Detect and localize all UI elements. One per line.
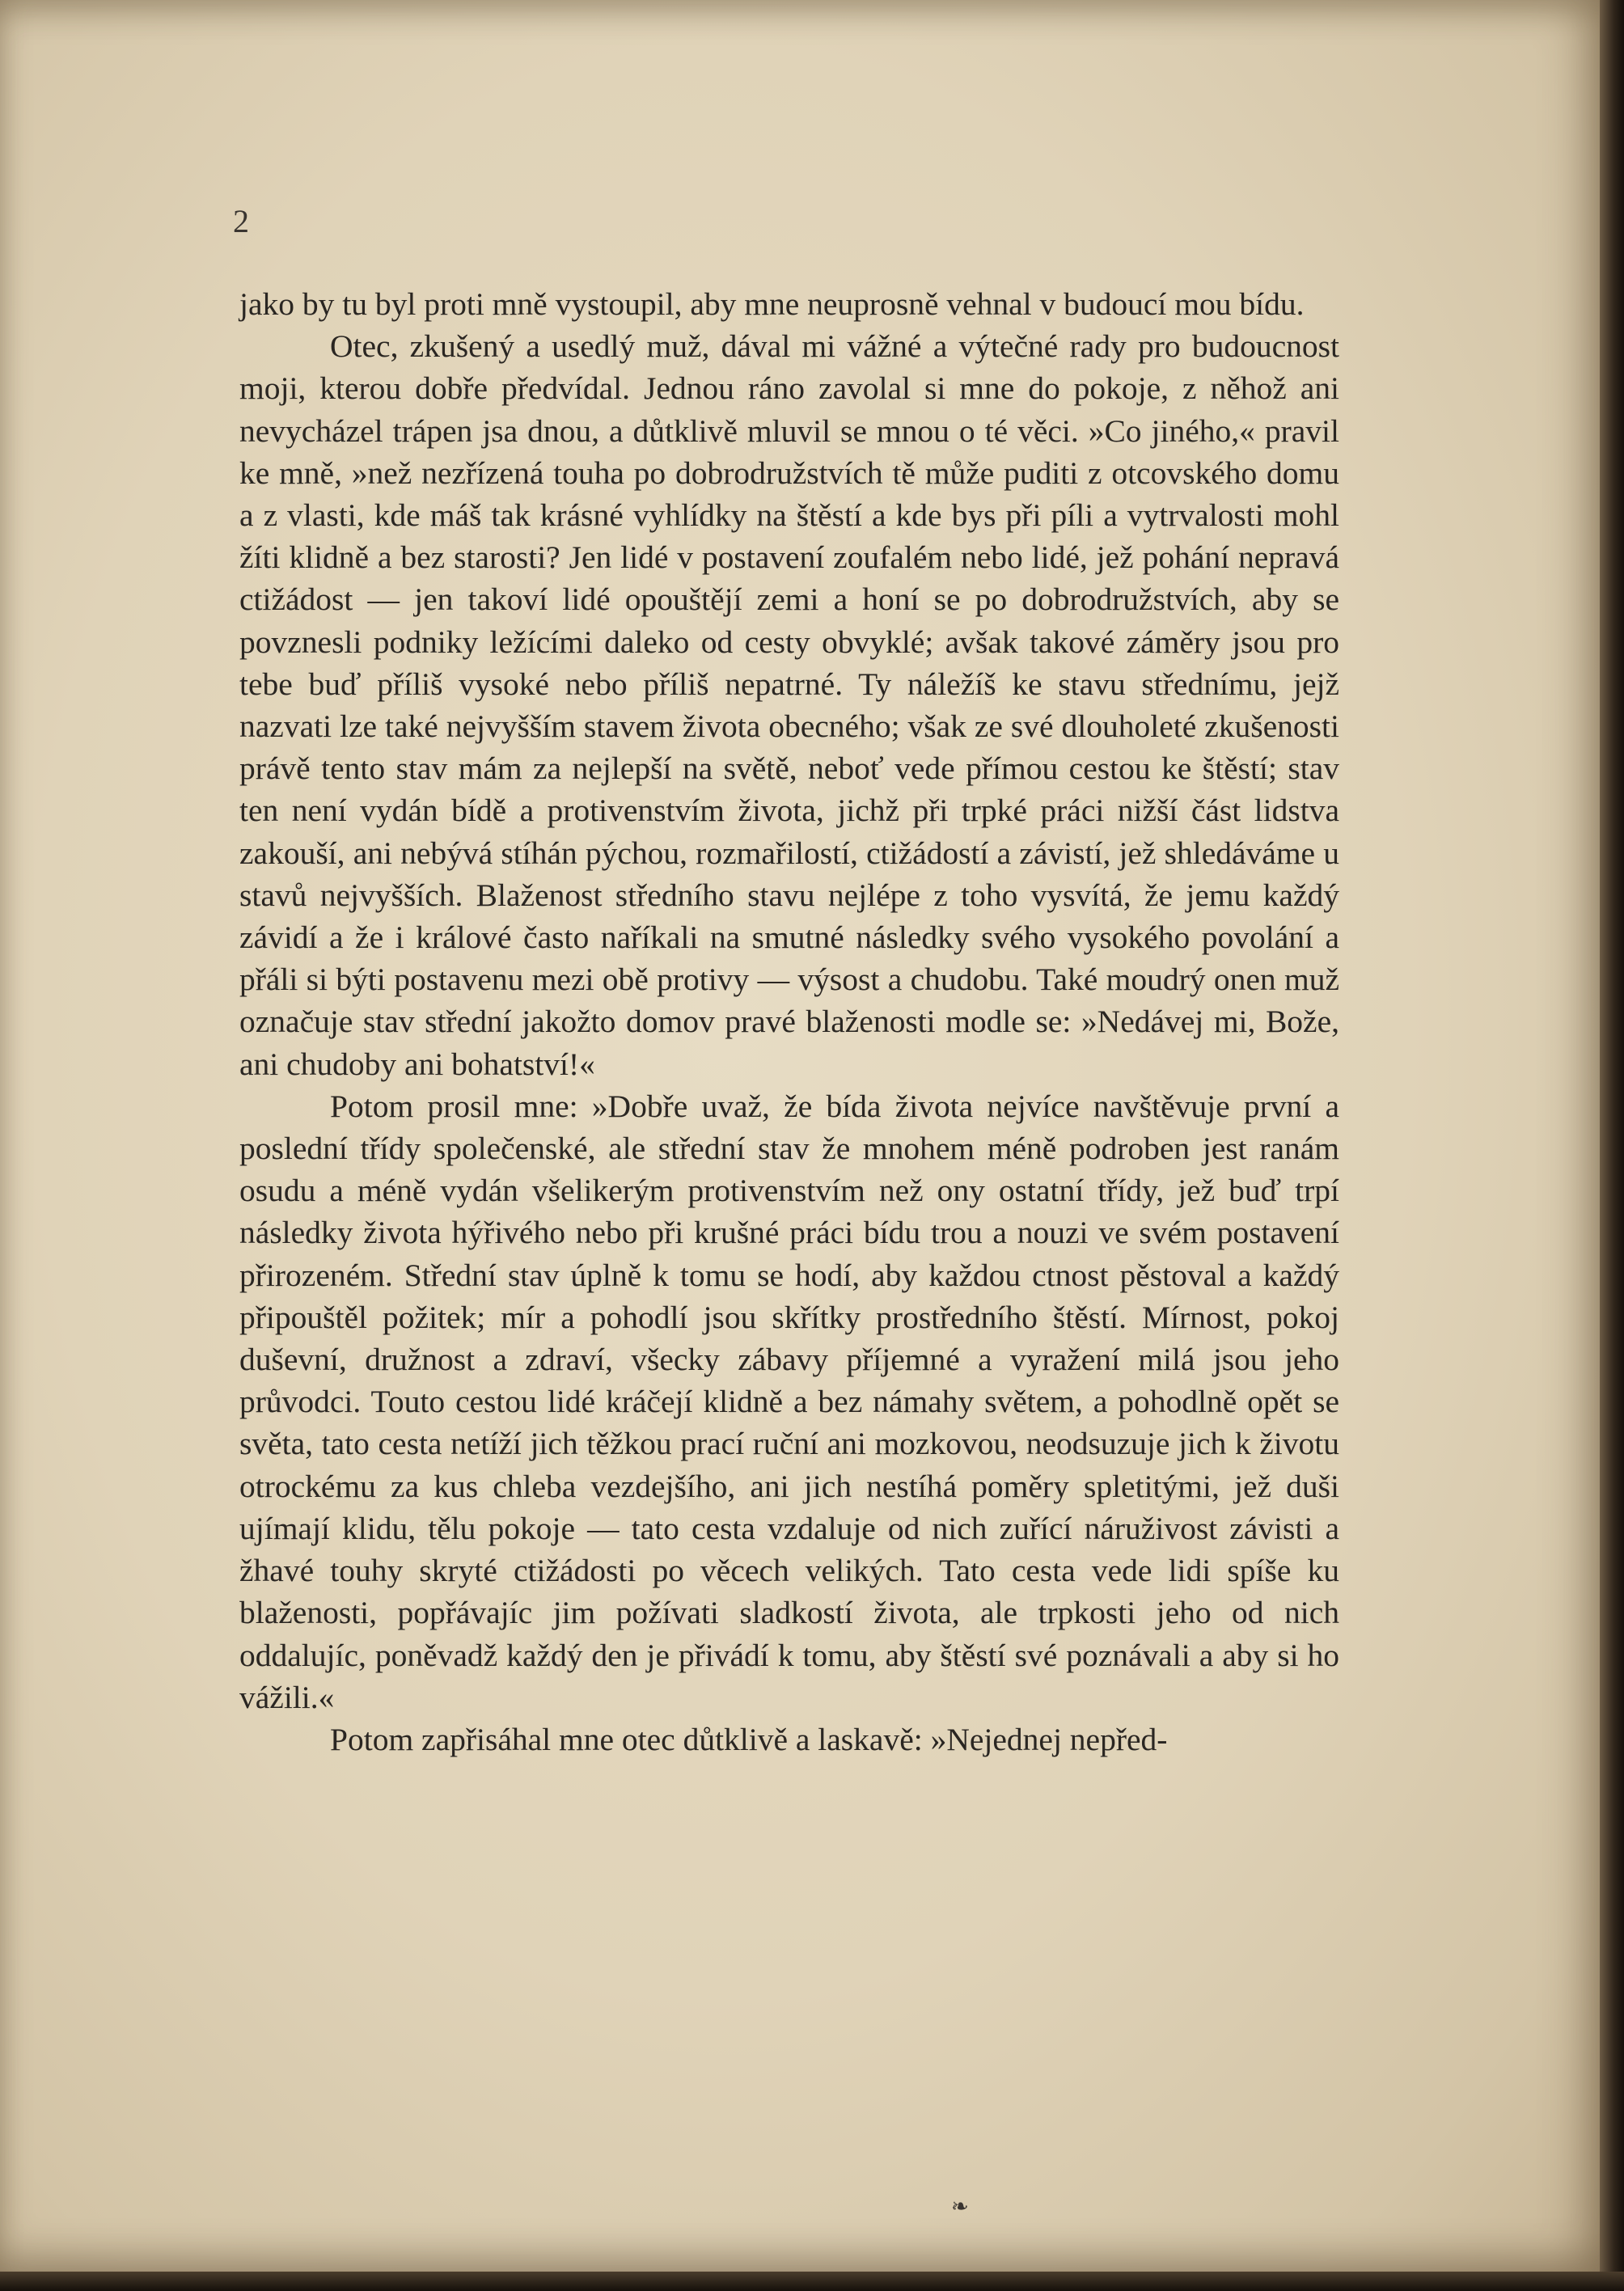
paragraph-4: Potom zapřisáhal mne otec důtklivě a laskavě: »Nejednej nepřed-	[330, 1721, 1168, 1757]
paragraph-2: Otec, zkušený a usedlý muž, dával mi vážné a výtečné rady pro budoucnost moji, kterou dobře předvídal. Jednou ráno zavolal si mne do pokoje, z něhož ani nevycházel trápen jsa dnou, a důtklivě mluvil se mnou o té věci. »Co jiného,« pravil ke mně, »než nezřízená touha po dobrodružstvích tě může puditi z otcovského domu a z vlasti, kde máš tak krásné vyhlídky na štěstí a kde bys při píli a vytrvalosti mohl žíti klidně a bez starosti? Jen lidé v postavení zoufalém nebo lidé, jež pohání nepravá ctižádost — jen takoví lidé opouštějí zemi a honí se po dobrodružstvích, aby se povznesli podniky ležícími daleko od cesty obvyklé; avšak takové záměry jsou pro tebe buď příliš vysoké nebo příliš nepatrné. Ty náležíš ke stavu střednímu, jejž nazvati lze také nejvyšším stavem života obecného; však ze své dlouholeté zkušenosti právě tento stav mám za nejlepší na světě, neboť vede přímou cestou ke štěstí; stav ten není vydán bídě a protivenstvím života, jichž při trpké práci nižší část lidstva zakouší, ani nebývá stíhán pýchou, rozmařilostí, ctižádostí a závistí, jež shledáváme u stavů nejvyšších. Blaženost středního stavu nejlépe z toho vysvítá, že jemu každý závidí a že i králové často naříkali na smutné následky svého vysokého povolání a přáli si býti postavenu mezi obě protivy — výsost a chudobu. Také moudrý onen muž označuje stav střední jakožto domov pravé blaženosti modle se: »Nedávej mi, Bože, ani chudoby ani bohatství!«	[239, 328, 1339, 1082]
paragraph-3: Potom prosil mne: »Dobře uvaž, že bída života nejvíce navštěvuje první a poslední třídy společenské, ale střední stav že mnohem méně podroben jest ranám osudu a méně vydán všelikerým protivenstvím než ony ostatní třídy, jež buď trpí následky života hýřivého nebo při krušné práci bídu trou a nouzi ve svém postavení přirozeném. Střední stav úplně k tomu se hodí, aby každou ctnost pěstoval a každý připouštěl požitek; mír a pohodlí jsou skřítky prostředního štěstí. Mírnost, pokoj duševní, družnost a zdraví, všecky zábavy příjemné a vyražení milá jsou jeho průvodci. Touto cestou lidé kráčejí klidně a bez námahy světem, a pohodlně opět se světa, tato cesta netíží jich těžkou prací ruční ani mozkovou, neodsuzuje jich k životu otrockému za kus chleba vezdejšího, ani jich nestíhá poměry spletitými, jež duši ujímají klidu, tělu pokoje — tato cesta vzdaluje od nich zuřící náruživost závisti a žhavé touhy skryté ctižádosti po věcech velikých. Tato cesta vede lidi spíše ku blaženosti, popřávajíc jim požívati sladkostí života, ale trpkosti jeho od nich oddalujíc, poněvadž každý den je přivádí k tomu, aby štěstí své poznávali a aby si ho vážili.«	[239, 1088, 1339, 1715]
page-bottom-edge	[0, 2272, 1624, 2291]
page-number: 2	[233, 203, 249, 239]
body-text	[239, 283, 1339, 1761]
footer-ornament: ❧	[951, 2195, 969, 2218]
book-spine-edge	[1600, 0, 1624, 2291]
paragraph-1: jako by tu byl proti mně vystoupil, aby mne neuprosně vehnal v budoucí mou bídu.	[239, 286, 1305, 322]
